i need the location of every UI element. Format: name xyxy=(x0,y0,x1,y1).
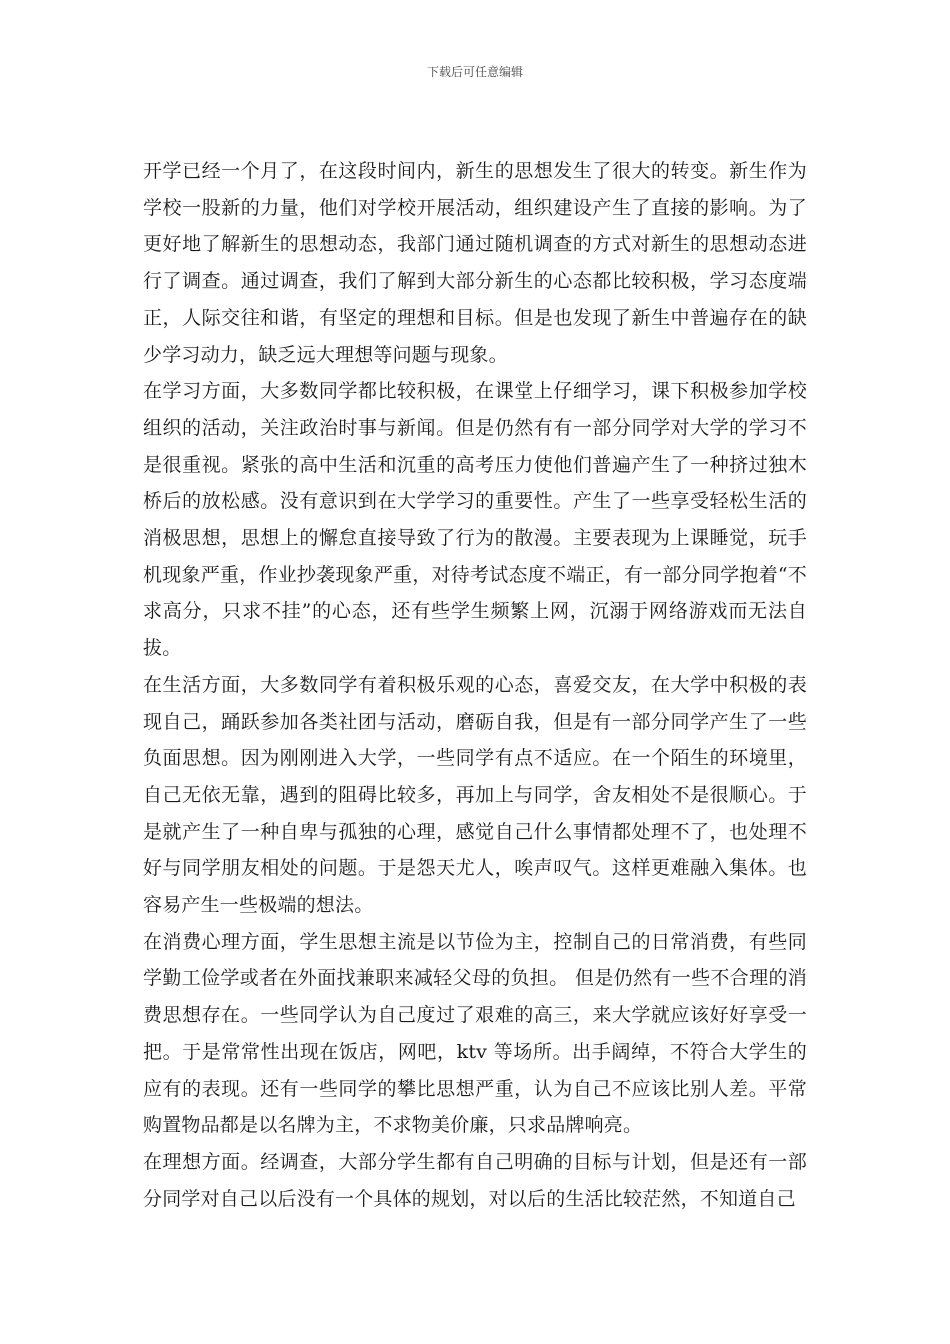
page-header: 下载后可任意编辑 xyxy=(426,65,523,79)
paragraph-study: 在学习方面，大多数同学都比较积极，在课堂上仔细学习，课下积极参加学校组织的活动，关注政治时事与新闻。但是仍然有有一部分同学对大学的学习不是很重视。紧张的高中生活和沉重的高考压力使他们普遍产生了一种挤过独木桥后的放松感。没有意识到在大学学习的重要性。产生了一些享受轻松生活的消极思想，思想上的懈怠直接导致了行为的散漫。主要表现为上课睡觉，玩手机现象严重，作业抄袭现象严重，对待考试态度不端正，有一部分同学抱着“不求高分，只求不挂”的心态，还有些学生频繁上网，沉溺于网络游戏而无法自拔。 xyxy=(143,380,807,660)
paragraph-ideals: 在理想方面。经调查，大部分学生都有自己明确的目标与计划，但是还有一部分同学对自己以后没有一个具体的规划，对以后的生活比较茫然，不知道自己 xyxy=(143,1150,807,1210)
paragraph-life: 在生活方面，大多数同学有着积极乐观的心态，喜爱交友，在大学中积极的表现自己，踊跃参加各类社团与活动，磨砺自我，但是有一部分同学产生了一些负面思想。因为刚刚进入大学，一些同学有点不适应。在一个陌生的环境里，自己无依无靠，遇到的阻碍比较多，再加上与同学，舍友相处不是很顺心。于是就产生了一种自卑与孤独的心理，感觉自己什么事情都处理不了，也处理不好与同学朋友相处的问题。于是怨天尤人，唉声叹气。这样更难融入集体。也容易产生一些极端的想法。 xyxy=(143,673,807,917)
paragraph-consumption: 在消费心理方面，学生思想主流是以节俭为主，控制自己的日常消费，有些同学勤工俭学或者在外面找兼职来减轻父母的负担。 但是仍然有一些不合理的消费思想存在。一些同学认为自己度过了艰难的高三，来大学就应该好好享受一把。于是常常性出现在饭店，网吧，ktv 等场所。出手阔绰，不符合大学生的应有的表现。还有一些同学的攀比思想严重，认为自己不应该比别人差。平常购置物品都是以名牌为主，不求物美价廉，只求品牌响亮。 xyxy=(143,930,807,1137)
paragraph-intro: 开学已经一个月了，在这段时间内，新生的思想发生了很大的转变。新生作为学校一股新的力量，他们对学校开展活动，组织建设产生了直接的影响。为了更好地了解新生的思想动态，我部门通过随机调查的方式对新生的思想动态进行了调查。通过调查，我们了解到大部分新生的心态都比较积极，学习态度端正，人际交往和谐，有坚定的理想和目标。但是也发现了新生中普遍存在的缺少学习动力，缺乏远大理想等问题与现象。 xyxy=(143,160,807,366)
document-body xyxy=(143,153,807,1217)
